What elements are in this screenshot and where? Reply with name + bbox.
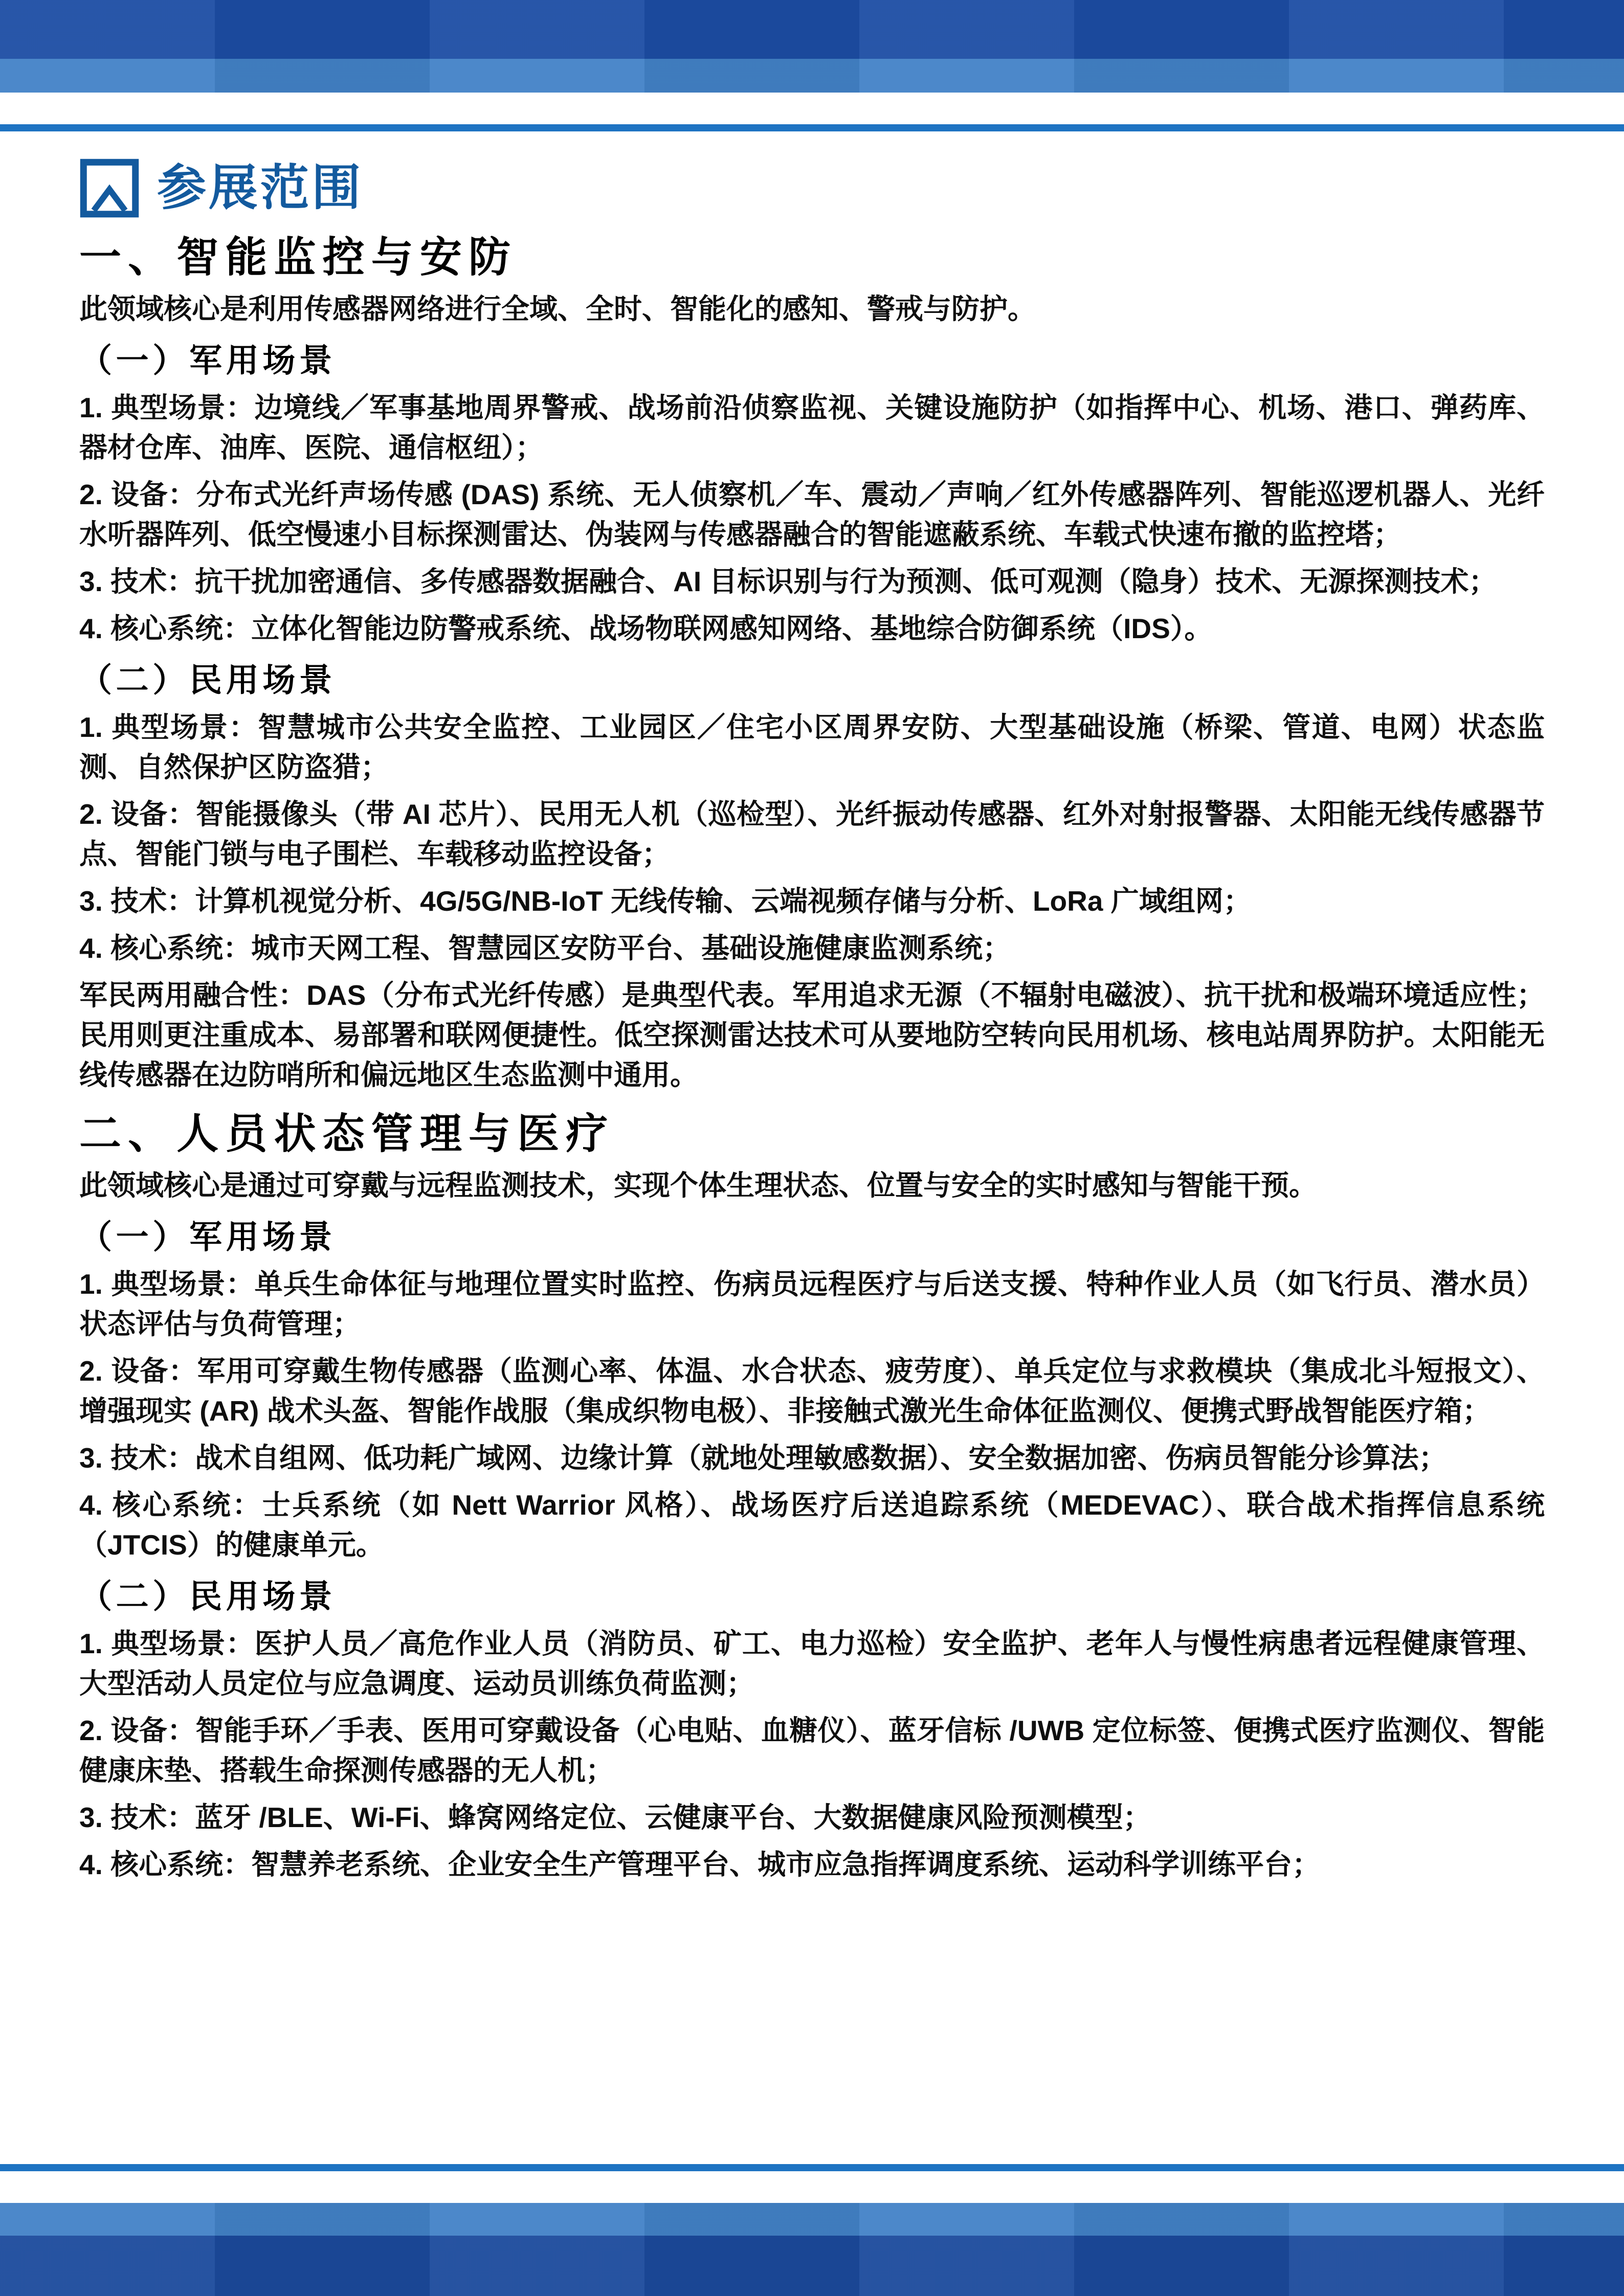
paragraph-technology: 3. 技术：抗干扰加密通信、多传感器数据融合、AI 目标识别与行为预测、低可观测（隐身）技术、无源探测技术； <box>79 566 1497 598</box>
bottom-banner-light-band <box>0 2203 1624 2236</box>
paragraph-technology: 3. 技术：计算机视觉分析、4G/5G/NB-IoT 无线传输、云端视频存储与分析、LoRa 广域组网； <box>79 885 1252 917</box>
top-banner-dark-band <box>0 0 1624 59</box>
paragraph-typical-scenes: 1. 典型场景：医护人员／高危作业人员（消防员、矿工、电力巡检）安全监护、老年人与慢性病患者远程健康管理、大型活动人员定位与应急调度、运动员训练负荷监测； <box>79 1627 1545 1699</box>
paragraph-core-systems: 4. 核心系统：立体化智能边防警戒系统、战场物联网感知网络、基地综合防御系统（IDS）。 <box>79 613 1213 645</box>
paragraph-dual-use-note: 军民两用融合性：DAS（分布式光纤传感）是典型代表。军用追求无源（不辐射电磁波）、抗干扰和极端环境适应性；民用则更注重成本、易部署和联网便捷性。低空探测雷达技术可从要地防空转向民用机场、核电站周界防护。太阳能无线传感器在边防哨所和偏远地区生态监测中通用。 <box>79 979 1545 1091</box>
bottom-banner-dark-band <box>0 2236 1624 2296</box>
page-title: 参展范围 <box>157 161 364 215</box>
subsection-heading-civil: （二）民用场景 <box>79 1578 336 1615</box>
section-heading-surveillance: 一、智能监控与安防 <box>79 234 518 281</box>
top-banner-gap <box>0 93 1624 124</box>
bottom-banner-gap <box>0 2171 1624 2203</box>
section-heading-personnel-medical: 二、人员状态管理与医疗 <box>79 1110 615 1157</box>
paragraph-core-systems: 4. 核心系统：城市天网工程、智慧园区安防平台、基础设施健康监测系统； <box>79 932 1011 964</box>
top-rule-line <box>0 124 1624 131</box>
paragraph-technology: 3. 技术：蓝牙 /BLE、Wi-Fi、蜂窝网络定位、云健康平台、大数据健康风险预测模型； <box>79 1801 1151 1833</box>
section-intro: 此领域核心是利用传感器网络进行全域、全时、智能化的感知、警戒与防护。 <box>79 293 1036 325</box>
paragraph-equipment: 2. 设备：军用可穿戴生物传感器（监测心率、体温、水合状态、疲劳度）、单兵定位与求救模块（集成北斗短报文）、增强现实 (AR) 战术头盔、智能作战服（集成织物电极）、非接触式激光生命体征监测仪、便携式野战智能医疗箱； <box>79 1355 1545 1427</box>
paragraph-technology: 3. 技术：战术自组网、低功耗广域网、边缘计算（就地处理敏感数据）、安全数据加密、伤病员智能分诊算法； <box>79 1442 1447 1474</box>
bottom-rule-line <box>0 2164 1624 2171</box>
paragraph-core-systems: 4. 核心系统：智慧养老系统、企业安全生产管理平台、城市应急指挥调度系统、运动科学训练平台； <box>79 1848 1321 1880</box>
paragraph-equipment: 2. 设备：智能摄像头（带 AI 芯片）、民用无人机（巡检型）、光纤振动传感器、红外对射报警器、太阳能无线传感器节点、智能门锁与电子围栏、车载移动监控设备； <box>79 798 1545 870</box>
paragraph-typical-scenes: 1. 典型场景：智慧城市公共安全监控、工业园区／住宅小区周界安防、大型基础设施（桥梁、管道、电网）状态监测、自然保护区防盗猎； <box>79 711 1545 783</box>
content-area <box>0 131 1624 2164</box>
paragraph-equipment: 2. 设备：智能手环／手表、医用可穿戴设备（心电贴、血糖仪）、蓝牙信标 /UWB 定位标签、便携式医疗监测仪、智能健康床垫、搭载生命探测传感器的无人机； <box>79 1714 1545 1786</box>
paragraph-typical-scenes: 1. 典型场景：边境线／军事基地周界警戒、战场前沿侦察监视、关键设施防护（如指挥中心、机场、港口、弹药库、器材仓库、油库、医院、通信枢纽）； <box>79 392 1545 464</box>
section-intro: 此领域核心是通过可穿戴与远程监测技术，实现个体生理状态、位置与安全的实时感知与智能干预。 <box>79 1169 1318 1202</box>
top-banner <box>0 0 1624 131</box>
page-title-row <box>79 158 1545 218</box>
subsection-heading-military: （一）军用场景 <box>79 342 336 379</box>
paragraph-typical-scenes: 1. 典型场景：单兵生命体征与地理位置实时监控、伤病员远程医疗与后送支援、特种作业人员（如飞行员、潜水员）状态评估与负荷管理； <box>79 1268 1545 1340</box>
paragraph-core-systems: 4. 核心系统：士兵系统（如 Nett Warrior 风格）、战场医疗后送追踪系统（MEDEVAC）、联合战术指挥信息系统（JTCIS）的健康单元。 <box>79 1489 1545 1561</box>
subsection-heading-civil: （二）民用场景 <box>79 662 336 699</box>
paragraph-equipment: 2. 设备：分布式光纤声场传感 (DAS) 系统、无人侦察机／车、震动／声响／红外传感器阵列、智能巡逻机器人、光纤水听器阵列、低空慢速小目标探测雷达、伪装网与传感器融合的智能遮蔽系统、车载式快速布撤的监控塔； <box>79 479 1545 551</box>
top-banner-light-band <box>0 59 1624 93</box>
subsection-heading-military: （一）军用场景 <box>79 1219 336 1256</box>
bookmark-icon <box>79 158 140 218</box>
bottom-banner <box>0 2164 1624 2296</box>
